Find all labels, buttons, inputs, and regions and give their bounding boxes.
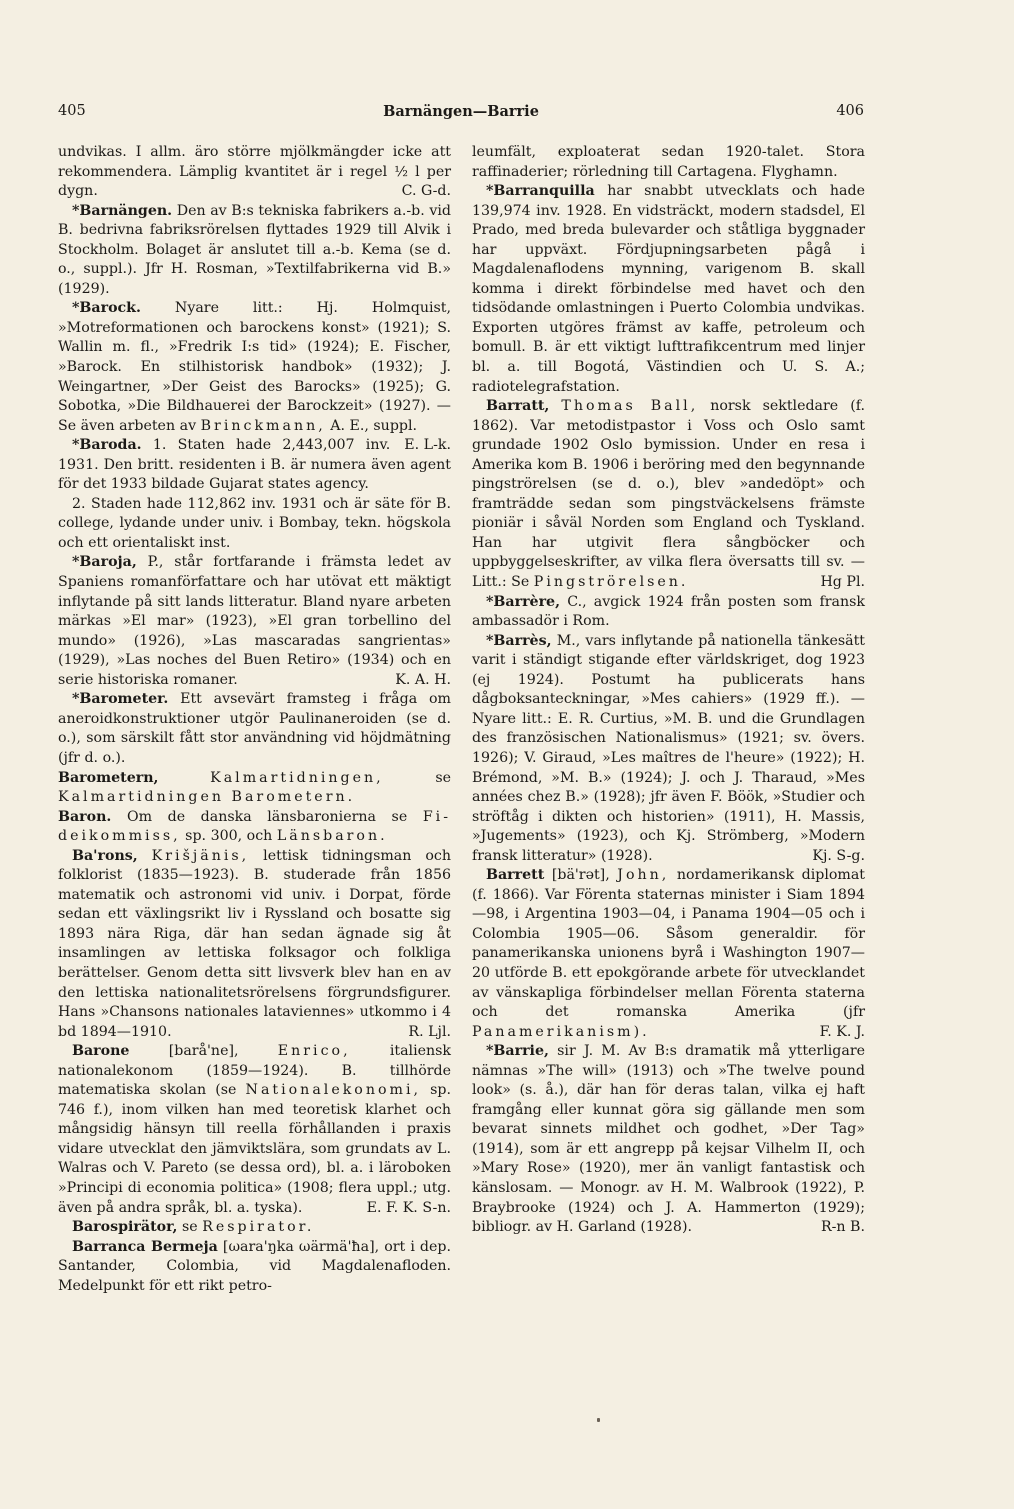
headword: *Barrie, (486, 1043, 549, 1060)
entry-barrere: *Barrère, C., avgick 1924 från posten som fransk ambassadör i Rom. (472, 593, 865, 630)
headword: *Barometer. (72, 691, 169, 708)
cross-reference: Pingströrelsen. (533, 574, 689, 591)
entry-barres: *Barrès, M., vars inflytande på nationella tänkesätt varit i ständigt stigande efter världskriget, dog 1923 (ej 1924). Postumt ha publicerats hans dågboksanteckningar, »Mes cahiers» (1929 ff.). — Nyare litt.: E. R. Curtius, »M. B. und die Grundlagen des französischen Nationalismus» (1921; sv. övers. 1926); V. Giraud, »Les maîtres de l'heure» (1922); H. Brémond, »M. B.» (1924); J. och J. Tharaud, »Mes années chez B.» (1928); jfr även F. Böök, »Studier och ströftåg i dikten och historien» (1911), H. Massis, »Jugements» (1923), och Kj. Strömberg, »Modern fransk litteratur» (1928). Kj. S-g. (472, 632, 865, 867)
paper-speck (597, 1418, 600, 1422)
headword: *Barranquilla (486, 183, 595, 200)
text-line: deikommiss, sp. 300, och Länsbaron. (58, 828, 388, 845)
entry-barranquilla: *Barranquilla har snabbt utvecklats och hade 139,974 inv. 1928. En vidsträckt, modern stadsdel, El Prado, med breda bulevarder och ståtliga byggnader har uppväxt. Fördjupningsarbeten pågå i Magdalenaflodens mynning, varigenom B. skall komma i direkt förbindelse med havet och den tidsödande omlastningen i Puerto Colombia undvikas. Exporten utgöres främst av kaffe, petroleum och bomull. B. är ett viktigt lufttrafikcentrum med linjer bl. a. till Bogotá, Västindien och U. S. A.; radiotelegrafstation. (472, 183, 865, 395)
running-title: Barnängen—Barrie (383, 103, 539, 120)
author-signature: C. G-d. (401, 183, 451, 200)
text-line: Barometern, Kalmartidningen, se (58, 769, 451, 786)
author-signature: F. K. J. (819, 1023, 865, 1040)
headword: Barrett (486, 867, 545, 884)
entry-barratt: Barratt, Thomas Ball, norsk sektledare (f. 1862). Var metodistpastor i Voss och Oslo samt grundade 1902 Oslo bymission. Under en resa i Amerika kom B. 1906 i beröring med den begynnande pingströrelsen (se d. o.), blev »andedöpt» och framträdde sedan som pingstväckelsens främste pioniär i såväl Norden som England och Tyskland. Han har utgivit flera sångböcker och uppbyggelseskrifter, av vilka flera översatts till sv. — Litt.: Se Pingströrelsen. Hg Pl. (472, 397, 865, 592)
entry-barranca-bermeja: Barranca Bermeja [ωara'ŋka ωärmä'ħa], ort i dep. Santander, Colombia, vid Magdalenafloden. Medelpunkt för ett rikt petro- (58, 1238, 452, 1294)
entry-barock: *Barock. Nyare litt.: Hj. Holmquist, »Motreformationen och barockens konst» (1921); S. Wallin m. fl., »Fredrik I:s tid» (1924); E. Fischer, »Barock. En stilhistorisk handbok» (1932); J. Weingartner, »Der Geist des Barocks» (1925); G. Sobotka, »Die Bildhauerei der Barockzeit» (1927). — Se även arbeten av Brinckmann, A. E., suppl. E. L-k. (58, 299, 451, 436)
entry-barometer: *Barometer. Ett avsevärt framsteg i fråga om aneroidkonstruktioner utgör Paulinaneroiden (se d. o.), som särskilt fått stor användning vid höjdmätning (jfr d. o.). (58, 691, 451, 766)
headword: Barratt, (486, 398, 550, 415)
entry-baroda-2: 2. Staden hade 112,862 inv. 1931 och är säte för B. college, lydande under univ. i Bombay, tekn. högskola och ett orientaliskt inst. (58, 495, 451, 551)
headword: *Barrère, (486, 593, 561, 610)
headword: *Barock. (72, 300, 141, 317)
cross-reference: Nationalekonomi, (245, 1082, 422, 1099)
entry-barone: Barone [barå'ne], Enrico, italiensk nationalekonom (1859—1924). B. tillhörde matematiska skolan (se Nationalekonomi, sp. 746 f.), inom vilken han med teoretisk klarhet och mångsidig hänsyn till reella förhållanden i praxis vidare utvecklat den jämviktslära, som grundats av L. Walras och V. Pareto (se dessa ord), bl. a. i läroboken »Principi di economia politica» (1908; flera uppl.; utg. även på andra språk, bl. a. tyska). E. F. K. S-n. (58, 1042, 451, 1218)
headword: *Baroja, (72, 554, 137, 571)
page-number-right: 406 (836, 103, 864, 119)
headword: Barranca Bermeja (72, 1238, 218, 1255)
entry-barrie: *Barrie, sir J. M. Av B:s dramatik må ytterligare nämnas »The will» (1913) och »The twelve pound look» (s. å.), där han för deras talan, vilka ej haft framgång eller kunnat göra sig gällande men som bevarat sinnets mildhet och godhet, »Der Tag» (1914), som är ett angrepp på kejsar Vilhelm II, och »Mary Rose» (1920), mer än vanligt fantastisk och känslosam. — Monogr. av H. M. Walbrook (1922), P. Braybrooke (1924) och J. A. Hammerton (1929); bibliogr. av H. Garland (1928). R-n B. (472, 1042, 865, 1237)
text-line: Kalmartidningen Barometern. (58, 789, 356, 806)
cross-reference: Brinckmann, (200, 417, 326, 434)
pronunciation: [bä'rət], (551, 867, 610, 884)
left-column (58, 143, 451, 1296)
author-signature: E. L-k. (404, 437, 451, 454)
running-header (58, 103, 864, 127)
headword: *Barrès, (486, 632, 552, 649)
entry-baroda: *Baroda. 1. Staten hade 2,443,007 inv. 1931. Den britt. residenten i B. är numera även agent för det 1933 bildade Gujarat states agency. (58, 437, 451, 493)
entry-barospirator: Barospirätor, se Respirator. (72, 1219, 315, 1236)
author-signature: R. Ljl. (408, 1023, 451, 1040)
entry-barrett: Barrett [bä'rət], John, nordamerikansk diplomat (f. 1866). Var Förenta staternas minister i Siam 1894—98, i Argentina 1903—04, i Panama 1904—05 och i Colombia 1905—06. Såsom generaldir. för panamerikanska unionens byrå i Washington 1907—20 utförde B. ett epokgörande arbete för utvecklandet av vänskapliga förbindelser mellan Förenta staterna och det romanska Amerika (jfr Panamerikanism). F. K. J. (472, 866, 865, 1042)
headword: Ba'rons, (72, 847, 138, 864)
cross-reference: Respirator. (202, 1219, 315, 1236)
entry-continuation: leumfält, exploaterat sedan 1920-talet. Stora raffinaderier; rörledning till Cartagena. Flyghamn. (472, 144, 865, 180)
entry-barnangen: *Barnängen. Den av B:s tekniska fabrikers a.-b. vid B. bedrivna fabriksrörelsen flyttades 1929 till Alvik i Stockholm. Bolaget är anslutet till a.-b. Kema (se d. o., suppl.). Jfr H. Rosman, »Textilfabrikerna vid B.» (1929). (58, 202, 451, 297)
page-number-left: 405 (58, 103, 86, 119)
person-name: John, (617, 867, 670, 884)
pronunciation: [ωara'ŋka ωärmä'ħa], (222, 1238, 380, 1255)
author-signature: E. F. K. S-n. (366, 1199, 451, 1216)
cross-reference: Panamerikanism). (472, 1023, 650, 1040)
author-signature: Kj. S-g. (812, 847, 865, 864)
person-name: Enrico, (277, 1043, 351, 1060)
headword: Barospirätor, (72, 1219, 178, 1236)
entry-baron (58, 808, 451, 847)
person-name: Thomas Ball, (561, 398, 699, 415)
text-line: Baron. Om de danska länsbaronierna se Fi- (58, 808, 451, 825)
entry-continuation: undvikas. I allm. äro större mjölkmängder icke att rekommendera. Lämplig kvantitet är i regel ½ l per dygn. C. G-d. (58, 143, 451, 202)
headword: *Barnängen. (72, 202, 173, 219)
entry-end-text: Flyghamn. (761, 163, 838, 180)
headword: Barone (72, 1043, 130, 1060)
author-signature: K. A. H. (395, 671, 451, 688)
author-signature: R-n B. (820, 1219, 865, 1236)
entry-barons: Ba'rons, Krišjänis, lettisk tidningsman och folklorist (1835—1923). B. studerade från 1856 matematik och astronomi vid univ. i Dorpat, förde sedan ett växlingsrikt liv i Ryssland och bosatte sig 1893 nära Riga, där han sedan ägnade sig åt insamlingen av lettiska folksagor och folkliga berättelser. Genom detta sitt livsverk blev han en av den lettiska nationalitetsrörelsens förgrundsfigurer. Hans »Chansons nationales lataviennes» utkommo i 4 bd 1894—1910. R. Ljl. (58, 847, 451, 1042)
entry-barometern (58, 769, 451, 808)
entry-baroja: *Baroja, P., står fortfarande i främsta ledet av Spaniens romanförfattare och har utövat ett mäktigt inflytande på sitt lands litteratur. Bland nyare arbeten märkas »El mar» (1923), »El gran torbellino del mundo» (1926), »Las mascaradas sangrientas» (1929), »Las noches del Buen Retiro» (1934) och en serie historiska romaner. K. A. H. (58, 553, 451, 690)
right-column (472, 143, 865, 1238)
person-name: Krišjänis, (151, 847, 250, 864)
pronunciation: [barå'ne], (168, 1043, 239, 1060)
author-signature: Hg Pl. (820, 574, 865, 591)
headword: *Baroda. (72, 437, 142, 454)
